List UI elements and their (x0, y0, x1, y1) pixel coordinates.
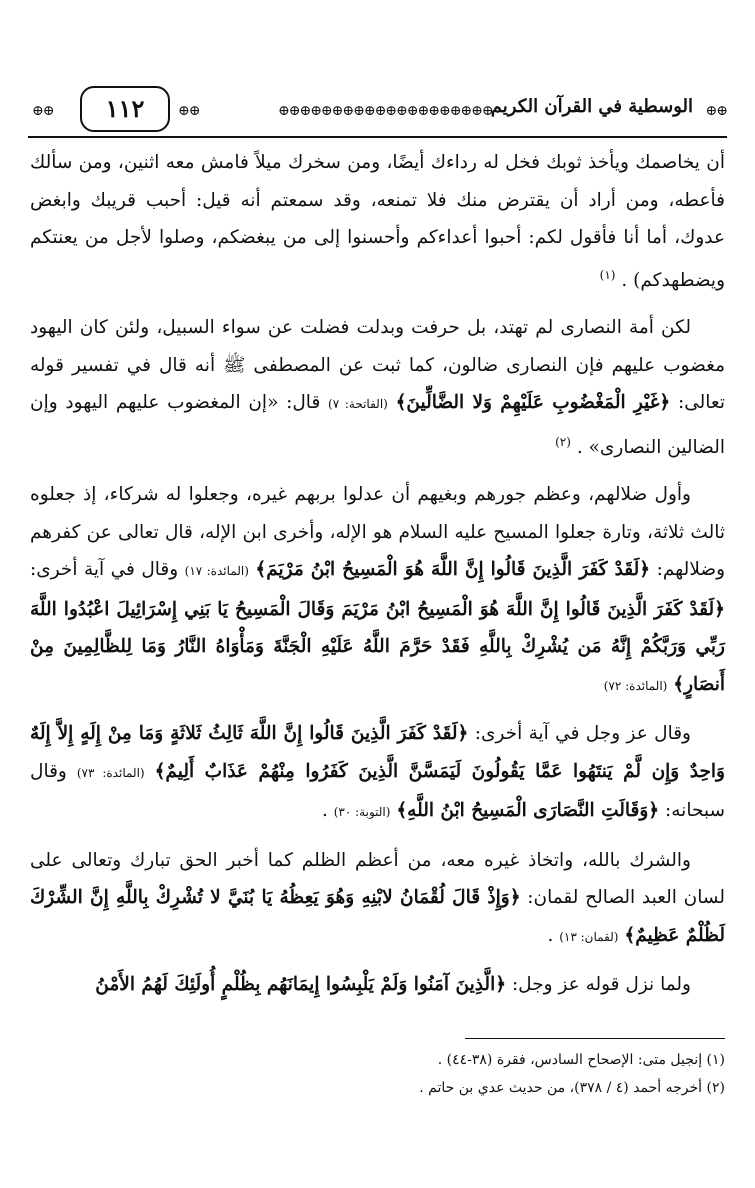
paragraph-2-text-a: لكن أمة النصارى لم تهتد، بل حرفت وبدلت فضلت عن سواء السبيل، ولئن كان اليهود مغضوب عليهم فإن النصارى ضالون، كما ثبت عن المصطفى ﷺ أنه قال في تفسير قوله تعالى: (30, 317, 725, 414)
quran-verse-maida-73: ﴿لَقَدْ كَفَرَ الَّذِينَ قَالُوا إِنَّ اللَّهَ ثَالِثُ ثَلاثَةٍ وَمَا مِنْ إِلَهٍ إِلاَّ إِلَهٌ وَاحِدٌ وَإِن لَّمْ يَنتَهُوا عَمَّا يَقُولُونَ لَيَمَسَّنَّ الَّذِينَ كَفَرُوا مِنْهُمْ عَذَابٌ أَلِيمٌ﴾ (30, 723, 725, 782)
verse-ref-fatiha: (الفاتحة: ٧) (328, 397, 388, 412)
quran-verse-maida-17: ﴿لَقَدْ كَفَرَ الَّذِينَ قَالُوا إِنَّ اللَّهَ هُوَ الْمَسِيحُ ابْنُ مَرْيَمَ﴾ (255, 559, 651, 581)
footnote-marker-1: (١) (599, 267, 616, 282)
footnote-2: (٢) أخرجه أحمد (٤ / ٣٧٨)، من حديث عدي بن حاتم . (419, 1080, 725, 1096)
verse-ref-tawba-30: (التوبة: ٣٠) (333, 805, 391, 820)
quran-verse-fatiha: ﴿غَيْرِ الْمَغْضُوبِ عَلَيْهِمْ وَلا الضَّالِّينَ﴾ (395, 392, 671, 414)
paragraph-6-text-a: ولما نزل قوله عز وجل: (511, 974, 691, 996)
paragraph-1-text: أن يخاصمك ويأخذ ثوبك فخل له رداءك أيضًا، ومن سخرك ميلاً فامش معه اثنين، ومن سألك فأعطه، ومن أراد أن يقترض منك فلا تمنعه، وقد سمعتم أنه قيل: أحبب قريبك وابغض عدوك، أما أنا فأقول لكم: أحبوا أعداءكم وأحسنوا إلى من يبغضكم، وصلوا لأجل من يعنتكم ويضطهدكم) . (30, 152, 725, 291)
header-ornament-right: ⊕⊕ (705, 103, 727, 119)
paragraph-4-text-c: . (321, 800, 328, 822)
paragraph-3-text-a: وأول ضلالهم، وعظم جورهم وبغيهم أن عدلوا بربهم غيره، وجعلوا له شركاء، إذ جعلوه ثالث ثلاثة، وتارة جعلوا المسيح عليه السلام هو الإله، وأخرى ابن الإله، قال تعالى عن كفرهم وضلالهم: (30, 484, 725, 581)
paragraph-4-text-a: وقال عز وجل في آية أخرى: (474, 723, 691, 745)
paragraph-1 (30, 144, 725, 299)
verse-ref-maida-17: (المائدة: ١٧) (184, 564, 249, 579)
paragraph-3 (30, 476, 725, 705)
quran-verse-anam-82: ﴿الَّذِينَ آمَنُوا وَلَمْ يَلْبِسُوا إِيمَانَهُم بِظُلْمٍ أُولَئِكَ لَهُمُ الأَمْنُ (95, 974, 507, 996)
footnote-1: (١) إنجيل متى: الإصحاح السادس، فقرة (٣٨-٤٤) . (437, 1052, 725, 1068)
paragraph-6 (30, 966, 725, 1004)
header-ornament-left: ⊕⊕ (32, 103, 54, 119)
paragraph-2-text-b: قال: «إن المغضوب عليهم اليهود وإن الضالين النصارى» . (30, 392, 725, 458)
paragraph-5-text-b: . (547, 924, 554, 946)
header-ornament-chain: ⊕⊕⊕⊕⊕⊕⊕⊕⊕⊕⊕⊕⊕⊕⊕⊕⊕⊕⊕⊕ (278, 103, 493, 119)
quran-verse-tawba-30: ﴿وَقَالَتِ النَّصَارَى الْمَسِيحُ ابْنُ اللَّهِ﴾ (396, 800, 660, 822)
main-text (30, 144, 725, 1014)
paragraph-3-text-b: وقال في آية أخرى: (30, 559, 179, 581)
paragraph-2 (30, 309, 725, 466)
verse-ref-luqman-13: (لقمان: ١٣) (559, 929, 619, 944)
footnote-divider (465, 1038, 725, 1039)
header-rule (28, 136, 727, 138)
paragraph-4-text-b: وقال سبحانه: (30, 760, 725, 822)
verse-ref-maida-72: (المائدة: ٧٢) (603, 678, 668, 693)
paragraph-5-text-a: والشرك بالله، واتخاذ غيره معه، من أعظم الظلم كما أخبر الحق تبارك وتعالى على لسان العبد الصالح لقمان: (30, 849, 725, 909)
header-ornament-middle-left: ⊕⊕ (178, 103, 200, 119)
verse-ref-maida-73: (المائدة: ٧٣) (76, 765, 145, 780)
page-number: ١١٢ (80, 86, 170, 132)
footnotes (30, 1046, 725, 1102)
footnote-marker-2: (٢) (555, 434, 571, 449)
paragraph-5 (30, 842, 725, 957)
quran-verse-luqman-13: ﴿وَإِذْ قَالَ لُقْمَانُ لابْنِهِ وَهُوَ يَعِظُهُ يَا بُنَيَّ لا تُشْرِكْ بِاللَّهِ إِنَّ الشِّرْكَ لَظُلْمٌ عَظِيمٌ﴾ (30, 887, 725, 946)
running-title: الوسطية في القرآن الكريم (490, 96, 693, 117)
page-header (28, 84, 727, 140)
paragraph-4 (30, 715, 725, 832)
quran-verse-maida-72: ﴿لَقَدْ كَفَرَ الَّذِينَ قَالُوا إِنَّ اللَّهَ هُوَ الْمَسِيحُ ابْنُ مَرْيَمَ وَقَالَ الْمَسِيحُ يَا بَنِي إِسْرَائِيلَ اعْبُدُوا اللَّهَ رَبِّي وَرَبَّكُمْ إِنَّهُ مَن يُشْرِكْ بِاللَّهِ فَقَدْ حَرَّمَ اللَّهُ عَلَيْهِ الْجَنَّةَ وَمَأْوَاهُ النَّارُ وَمَا لِلظَّالِمِينَ مِنْ أَنصَارٍ﴾ (30, 598, 725, 695)
